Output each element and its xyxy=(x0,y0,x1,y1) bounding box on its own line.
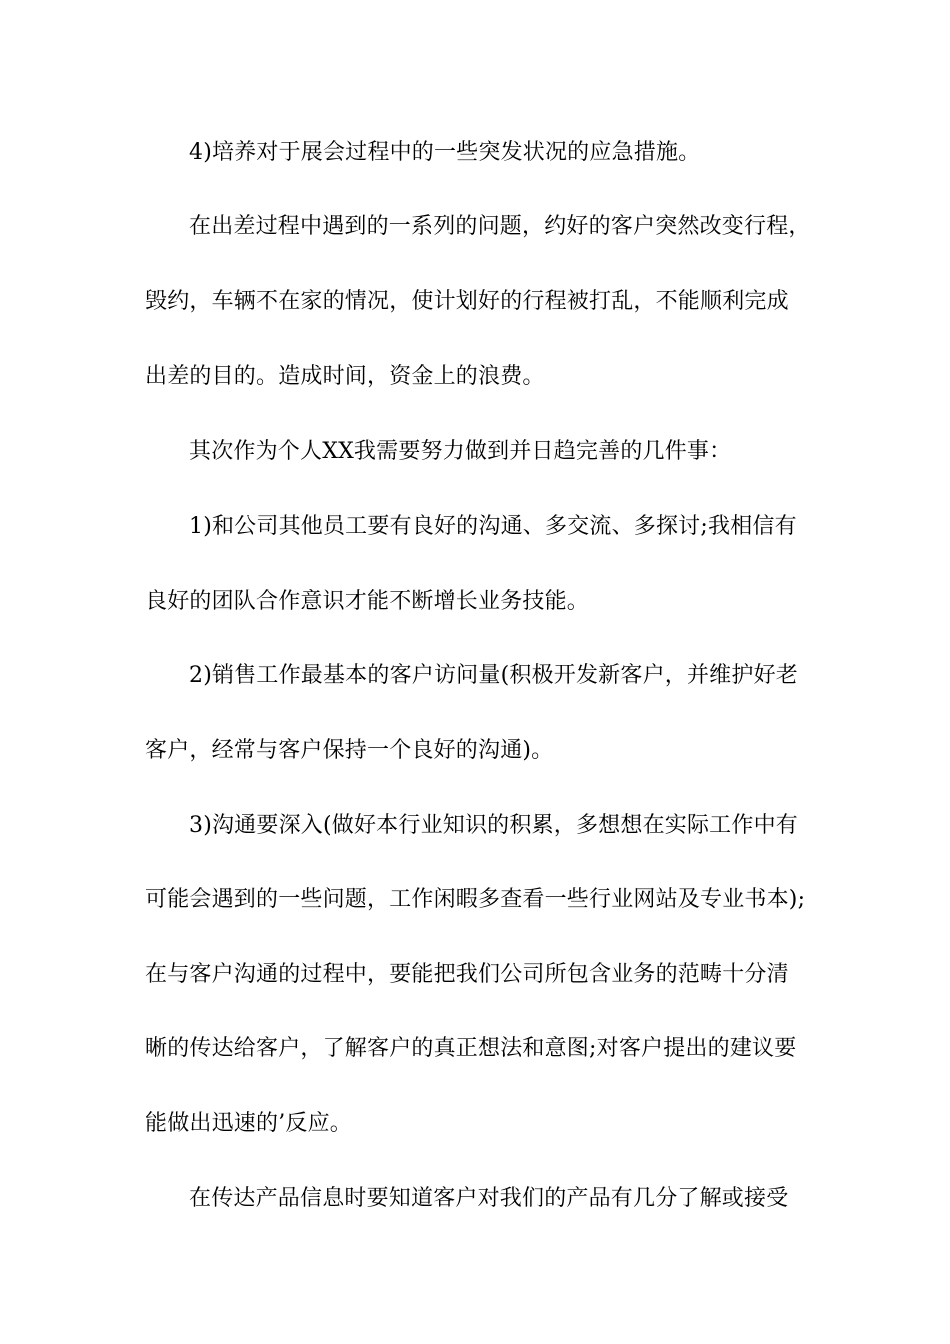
paragraph-line: 在传达产品信息时要知道客户对我们的产品有几分了解或接受 xyxy=(189,1186,789,1211)
paragraph-line: 可能会遇到的一些问题，工作闲暇多查看一些行业网站及专业书本); xyxy=(145,887,806,912)
paragraph-line: 晰的传达给客户，了解客户的真正想法和意图;对客户提出的建议要 xyxy=(145,1036,797,1061)
paragraph-line: 其次作为个人XX我需要努力做到并日趋完善的几件事： xyxy=(189,439,732,464)
paragraph-line: 良好的团队合作意识才能不断增长业务技能。 xyxy=(145,589,590,614)
paragraph-line: 客户，经常与客户保持一个良好的沟通)。 xyxy=(145,738,554,763)
paragraph-line: 出差的目的。造成时间，资金上的浪费。 xyxy=(145,364,545,389)
paragraph-line: 4)培养对于展会过程中的一些突发状况的应急措施。 xyxy=(189,140,701,165)
paragraph-line: 1)和公司其他员工要有良好的沟通、多交流、多探讨;我相信有 xyxy=(189,514,797,539)
paragraph-line: 毁约，车辆不在家的情况，使计划好的行程被打乱，不能顺利完成 xyxy=(145,289,789,314)
paragraph-line: 在与客户沟通的过程中，要能把我们公司所包含业务的范畴十分清 xyxy=(145,962,789,987)
paragraph-line: 3)沟通要深入(做好本行业知识的积累，多想想在实际工作中有 xyxy=(189,813,798,838)
paragraph-line: 能做出迅速的’反应。 xyxy=(145,1111,352,1136)
paragraph-line: 在出差过程中遇到的一系列的问题，约好的客户突然改变行程， xyxy=(189,214,811,239)
paragraph-line: 2)销售工作最基本的客户访问量(积极开发新客户，并维护好老 xyxy=(189,663,798,688)
